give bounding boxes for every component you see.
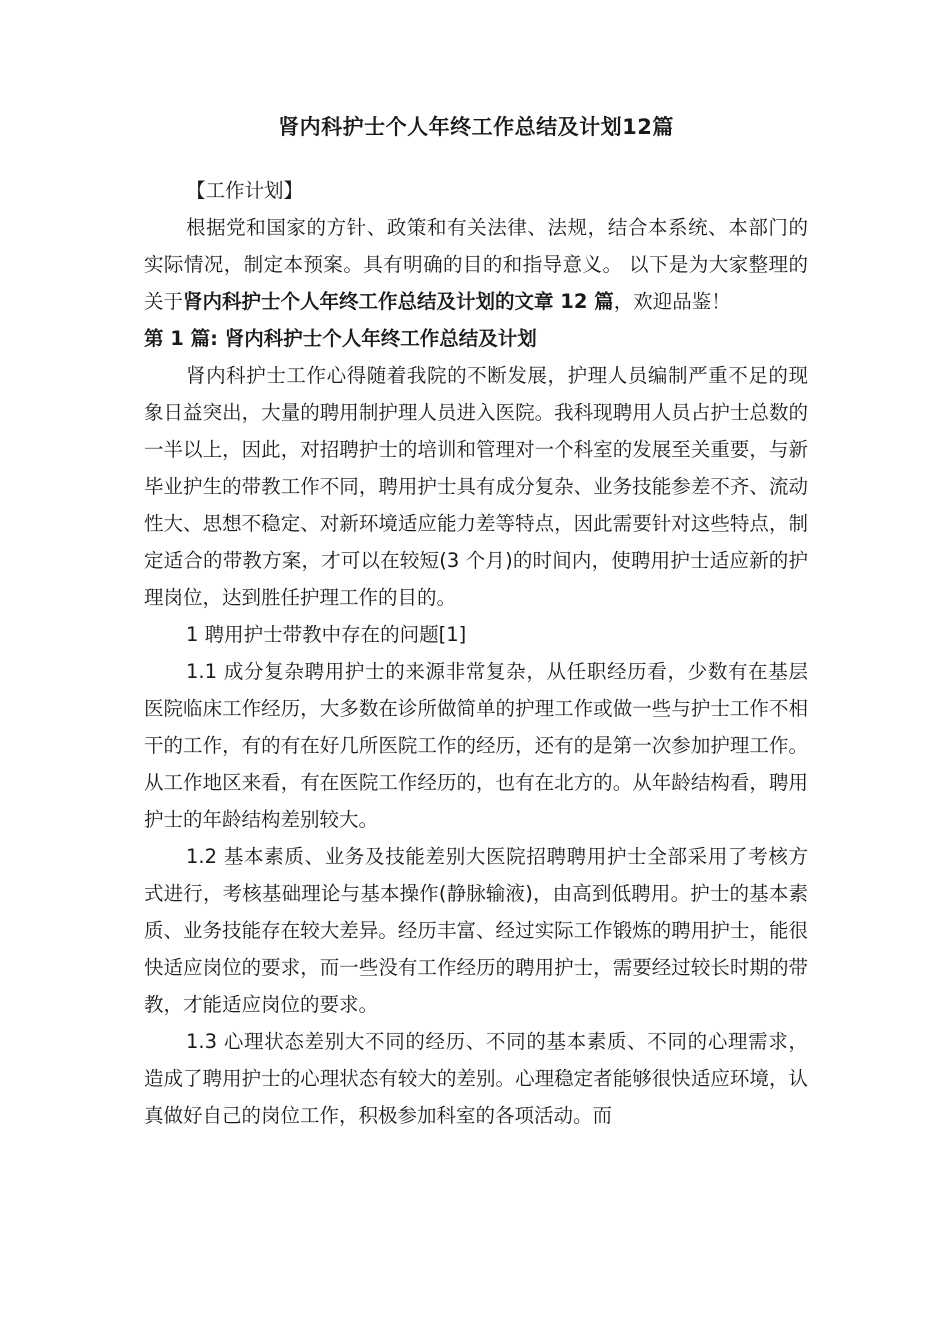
body-paragraph: 肾内科护士工作心得随着我院的不断发展，护理人员编制严重不足的现象日益突出，大量的聘用制护理人员进入医院。我科现聘用人员占护士总数的一半以上，因此，对招聘护士的培训和管理对一个科室的发展至关重要，与新毕业护生的带教工作不同，聘用护士具有成分复杂、业务技能参差不齐、流动性大、思想不稳定、对新环境适应能力差等特点，因此需要针对这些特点，制定适合的带教方案，才可以在较短(3 个月)的时间内，使聘用护士适应新的护理岗位，达到胜任护理工作的目的。: [144, 364, 808, 609]
intro-text: 根据党和国家的方针、政策和有关法律、法规，结合本系统、本部门的实际情况，制定本预案。具有明确的目的和指导意义。 以下是为大家整理的关于: [144, 216, 808, 313]
body-paragraph: 1.1 成分复杂聘用护士的来源非常复杂，从任职经历看，少数有在基层医院临床工作经历，大多数在诊所做简单的护理工作或做一些与护士工作不相干的工作，有的有在好几所医院工作的经历，还有的是第一次参加护理工作。从工作地区来看，有在医院工作经历的，也有在北方的。从年龄结构看，聘用护士的年龄结构差别较大。: [144, 660, 808, 831]
section-heading: 第 1 篇: 肾内科护士个人年终工作总结及计划: [144, 327, 537, 350]
intro-bold-text: 肾内科护士个人年终工作总结及计划的文章 12 篇: [183, 290, 614, 313]
document-page: [144, 108, 808, 1134]
intro-closing-text: ，欢迎品鉴！: [613, 290, 731, 313]
body-paragraph: 1.2 基本素质、业务及技能差别大医院招聘聘用护士全部采用了考核方式进行，考核基础理论与基本操作(静脉输液)，由高到低聘用。护士的基本素质、业务技能存在较大差异。经历丰富、经过实际工作锻炼的聘用护士，能很快适应岗位的要求，而一些没有工作经历的聘用护士，需要经过较长时期的带教，才能适应岗位的要求。: [144, 845, 808, 1016]
document-title: 肾内科护士个人年终工作总结及计划12篇: [278, 115, 674, 139]
body-paragraph: 1 聘用护士带教中存在的问题[1]: [186, 623, 467, 646]
body-paragraph: 1.3 心理状态差别大不同的经历、不同的基本素质、不同的心理需求，造成了聘用护士的心理状态有较大的差别。心理稳定者能够很快适应环境，认真做好自己的岗位工作，积极参加科室的各项活动。而: [144, 1030, 808, 1127]
intro-paragraph: [144, 209, 808, 320]
category-tag: 【工作计划】: [186, 179, 304, 202]
